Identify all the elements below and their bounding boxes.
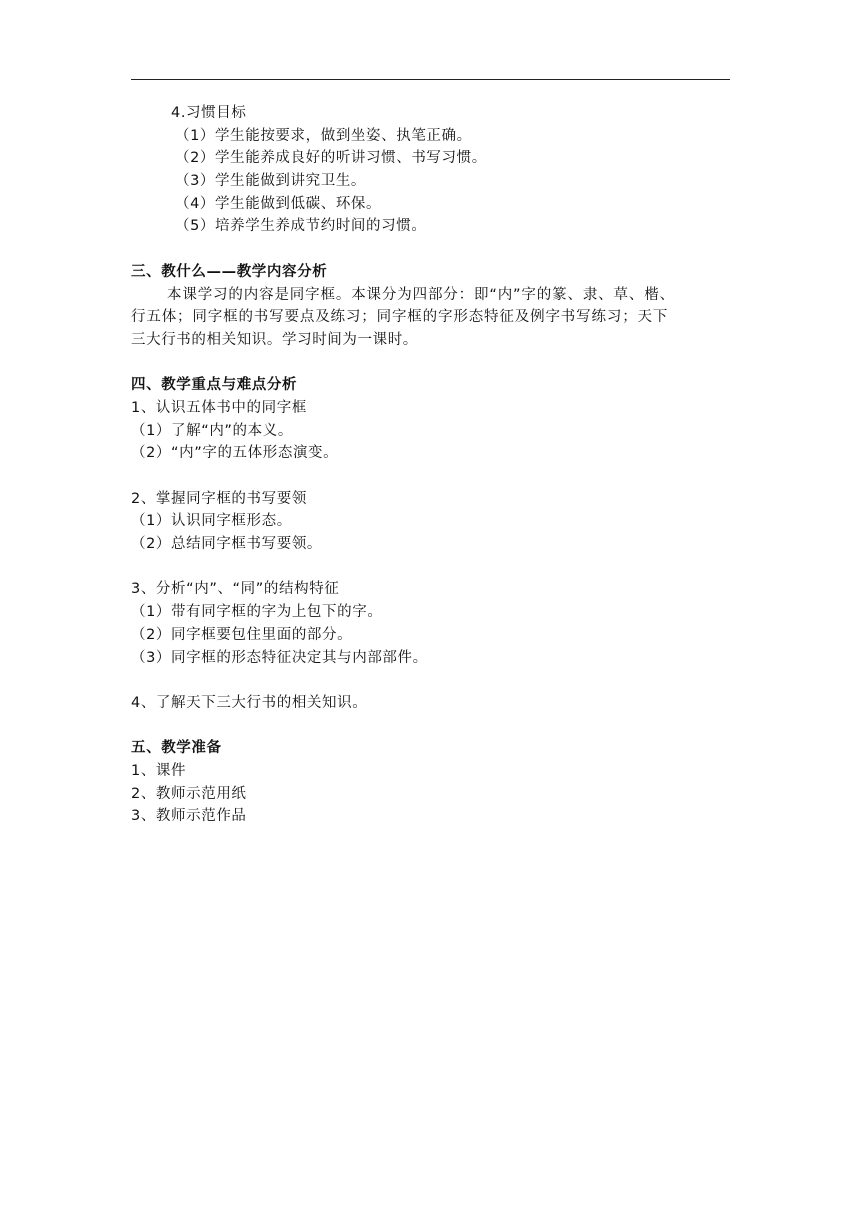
habit-goal-item: （5）培养学生养成节约时间的习惯。 (175, 218, 427, 235)
key-point-item: （3）同字框的形态特征决定其与内部部件。 (131, 649, 428, 666)
preparation-item: 3、教师示范作品 (131, 808, 247, 825)
preparation-item: 1、课件 (131, 762, 187, 779)
key-point-item: （1）了解“内”的本义。 (131, 422, 293, 439)
habit-goal-title: 4.习惯目标 (171, 105, 247, 121)
header-rule (131, 79, 730, 80)
key-point-title: 4、了解天下三大行书的相关知识。 (131, 694, 368, 711)
section-heading-preparation: 五、教学准备 (131, 740, 222, 757)
key-point-title: 1、认识五体书中的同字框 (131, 399, 307, 416)
habit-goal-item: （2）学生能养成良好的听讲习惯、书写习惯。 (175, 150, 487, 167)
content-paragraph-line: 行五体；同字框的书写要点及练习；同字框的字形态特征及例字书写练习；天下 (131, 309, 669, 326)
content-paragraph-line: 三大行书的相关知识。学习时间为一课时。 (131, 331, 418, 348)
document-body (131, 102, 731, 828)
preparation-item: 2、教师示范用纸 (131, 785, 247, 802)
key-point-item: （1）认识同字框形态。 (131, 513, 292, 530)
key-point-item: （2）总结同字框书写要领。 (131, 536, 323, 553)
key-point-title: 2、掌握同字框的书写要领 (131, 490, 307, 507)
key-point-item: （1）带有同字框的字为上包下的字。 (131, 604, 383, 621)
key-point-title: 3、分析“内”、“同”的结构特征 (131, 581, 340, 598)
section-heading-key-points: 四、教学重点与难点分析 (131, 377, 298, 394)
section-heading-content-analysis: 三、教什么——教学内容分析 (131, 263, 328, 280)
habit-goal-item: （3）学生能做到讲究卫生。 (175, 173, 367, 190)
key-point-item: （2）同字框要包住里面的部分。 (131, 626, 353, 643)
habit-goal-item: （4）学生能做到低碳、环保。 (175, 195, 382, 212)
content-paragraph-line: 本课学习的内容是同字框。本课分为四部分：即“内”字的篆、隶、草、楷、 (167, 286, 675, 303)
habit-goal-item: （1）学生能按要求，做到坐姿、执笔正确。 (175, 127, 472, 144)
key-point-item: （2）“内”字的五体形态演变。 (131, 445, 339, 462)
